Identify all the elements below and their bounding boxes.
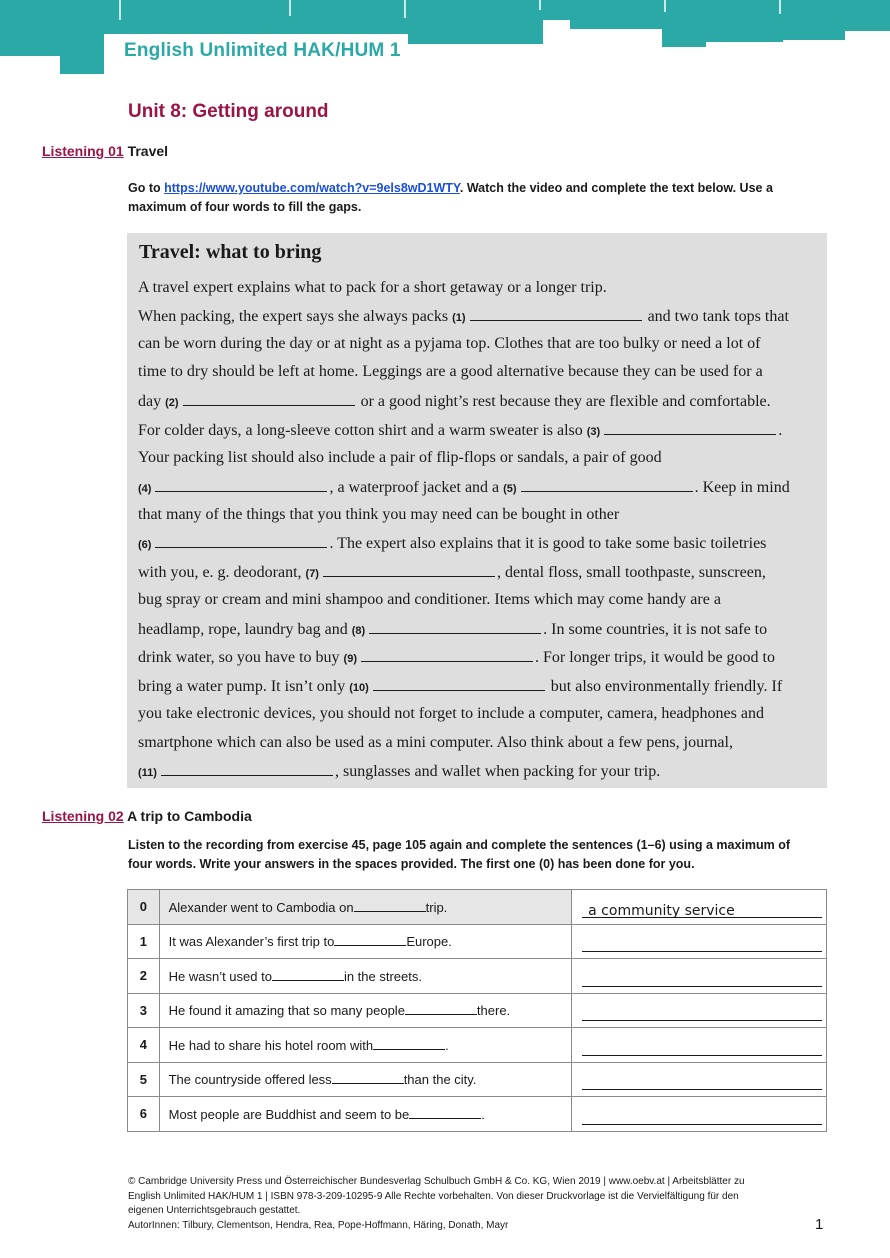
sentence bbox=[159, 993, 572, 1028]
sentence-gap bbox=[373, 1037, 445, 1050]
gap-text-line bbox=[138, 619, 767, 641]
gap-text-line bbox=[138, 306, 789, 328]
listening-01-instructions bbox=[128, 179, 828, 217]
sentence-gap bbox=[405, 1002, 477, 1015]
footer-line: © Cambridge University Press und Österreichischer Bundesverlag Schulbuch GmbH & Co. KG, Wien 2019 | www.oebv.at | Arbeitsblätter zu bbox=[128, 1176, 745, 1187]
table-row bbox=[128, 1028, 827, 1063]
answer-line bbox=[582, 917, 822, 918]
gap-text-line bbox=[138, 533, 766, 555]
answer-cell[interactable] bbox=[572, 1062, 827, 1097]
text: trip. bbox=[425, 899, 448, 915]
table-row bbox=[128, 924, 827, 959]
answer-cell[interactable] bbox=[572, 1097, 827, 1132]
table-row bbox=[128, 959, 827, 994]
gap-number: (10) bbox=[349, 682, 369, 694]
row-number: 4 bbox=[128, 1028, 160, 1063]
instr-text: Listen to the recording from exercise 45, page 105 again and complete the sentences (1–6) using a maximum of bbox=[128, 838, 791, 852]
text: in the streets. bbox=[343, 968, 422, 984]
row-number: 5 bbox=[128, 1062, 160, 1097]
text: For colder days, a long-sleeve cotton shirt and a warm sweater is also bbox=[138, 422, 583, 439]
text: or a good night’s rest because they are flexible and comfortable. bbox=[360, 393, 771, 410]
gap-number: (11) bbox=[138, 767, 157, 779]
answer-cell[interactable] bbox=[572, 1028, 827, 1063]
answer-cell[interactable] bbox=[572, 993, 827, 1028]
instr-text: four words. Write your answers in the spaces provided. The first one (0) has been done for you. bbox=[128, 857, 695, 871]
text: Alexander went to Cambodia on bbox=[168, 899, 354, 915]
footer-line: eigenen Unterrichtsgebrauch gestattet. bbox=[128, 1205, 301, 1216]
sentence bbox=[159, 1028, 572, 1063]
sentence-gap bbox=[409, 1106, 481, 1119]
text: that many of the things that you think you may need can be bought in other bbox=[138, 506, 620, 523]
text: can be worn during the day or at night as a pyjama top. Clothes that are too bulky or need a lot of bbox=[138, 335, 761, 352]
answer-cell[interactable] bbox=[572, 890, 827, 925]
instr-text: maximum of four words to fill the gaps. bbox=[128, 200, 362, 214]
text: . For longer trips, it would be good to bbox=[535, 649, 775, 666]
section-heading-listening-02 bbox=[42, 808, 252, 824]
page-number: 1 bbox=[815, 1216, 824, 1233]
table-row bbox=[128, 1062, 827, 1097]
text: bring a water pump. It isn’t only bbox=[138, 678, 346, 695]
gap-number: (8) bbox=[351, 625, 366, 637]
gap-text-line bbox=[138, 733, 733, 753]
row-number: 2 bbox=[128, 959, 160, 994]
instr-text: Go to bbox=[128, 181, 165, 195]
text: He had to share his hotel room with bbox=[168, 1037, 374, 1053]
listening-01-title: Travel bbox=[127, 143, 169, 159]
gap-blank[interactable] bbox=[369, 619, 541, 634]
footer-copyright bbox=[128, 1175, 818, 1233]
text: . bbox=[481, 1106, 485, 1122]
video-link[interactable]: https://www.youtube.com/watch?v=9els8wD1WTY bbox=[164, 181, 460, 195]
text: you take electronic devices, you should not forget to include a computer, camera, headphones and bbox=[138, 705, 764, 722]
gap-blank[interactable] bbox=[521, 477, 693, 492]
text: bug spray or cream and mini shampoo and conditioner. Items which may come handy are a bbox=[138, 591, 721, 608]
sentence bbox=[159, 1097, 572, 1132]
brand-title: English Unlimited HAK/HUM 1 bbox=[124, 40, 401, 61]
text: Europe. bbox=[406, 934, 452, 950]
footer-line: English Unlimited HAK/HUM 1 | ISBN 978-3-209-10295-9 Alle Rechte vorbehalten. Von dieser Druckvorlage ist die Vervielfältigung für den bbox=[128, 1190, 739, 1202]
gap-number: (1) bbox=[452, 312, 466, 324]
example-answer: a community service bbox=[588, 902, 735, 919]
gap-text-line bbox=[138, 704, 764, 724]
gap-blank[interactable] bbox=[373, 676, 545, 691]
gap-text-line bbox=[138, 505, 619, 525]
row-number: 0 bbox=[128, 890, 160, 925]
listening-01-label: Listening 01 bbox=[42, 143, 124, 159]
gap-number: (4) bbox=[138, 483, 152, 495]
text: with you, e. g. deodorant, bbox=[138, 564, 302, 581]
gap-text-line bbox=[138, 761, 660, 783]
gap-number: (5) bbox=[503, 483, 517, 495]
listening-02-instructions bbox=[128, 836, 828, 874]
gap-text-line bbox=[138, 477, 790, 499]
gap-text-line bbox=[138, 676, 782, 698]
text: but also environmentally friendly. If bbox=[550, 678, 783, 695]
answer-cell[interactable] bbox=[572, 959, 827, 994]
gap-number: (7) bbox=[305, 568, 319, 580]
gap-number: (6) bbox=[138, 539, 152, 551]
gap-blank[interactable] bbox=[155, 477, 327, 492]
answer-table bbox=[127, 889, 827, 1132]
text: headlamp, rope, laundry bag and bbox=[138, 621, 348, 638]
text: drink water, so you have to buy bbox=[138, 649, 340, 666]
answer-line bbox=[582, 1089, 822, 1090]
text: . The expert also explains that it is good to take some basic toiletries bbox=[329, 535, 767, 552]
text: , sunglasses and wallet when packing for your trip. bbox=[334, 763, 661, 780]
text: . In some countries, it is not safe to bbox=[543, 621, 768, 638]
gap-number: (9) bbox=[343, 653, 357, 665]
gap-text-line bbox=[138, 391, 771, 413]
listening-02-title: A trip to Cambodia bbox=[127, 808, 252, 824]
gap-text-line bbox=[138, 334, 761, 354]
text: . Keep in mind bbox=[694, 479, 790, 496]
gap-text-line bbox=[138, 562, 766, 584]
gap-blank[interactable] bbox=[470, 306, 642, 321]
text: there. bbox=[476, 1003, 511, 1019]
answer-line bbox=[582, 986, 822, 987]
text: . bbox=[778, 422, 783, 439]
sentence-gap bbox=[332, 1071, 404, 1084]
answer-line bbox=[582, 951, 822, 952]
section-heading-listening-01 bbox=[42, 143, 168, 159]
table-row bbox=[128, 1097, 827, 1132]
text: Your packing list should also include a pair of flip-flops or sandals, a pair of good bbox=[138, 449, 662, 466]
sentence-gap bbox=[272, 968, 344, 981]
gap-text-title: Travel: what to bring bbox=[139, 241, 322, 263]
text: than the city. bbox=[403, 1072, 477, 1088]
gap-number: (2) bbox=[165, 397, 179, 409]
text: day bbox=[138, 393, 162, 410]
unit-title: Unit 8: Getting around bbox=[128, 101, 329, 122]
row-number: 6 bbox=[128, 1097, 160, 1132]
text: smartphone which can also be used as a mini computer. Also think about a few pens, journal, bbox=[138, 734, 733, 751]
answer-line bbox=[582, 1055, 822, 1056]
answer-cell[interactable] bbox=[572, 924, 827, 959]
gap-text-line bbox=[138, 590, 721, 610]
text: , a waterproof jacket and a bbox=[329, 479, 500, 496]
gap-text-line bbox=[138, 647, 775, 669]
sentence-gap bbox=[334, 933, 406, 946]
row-number: 3 bbox=[128, 993, 160, 1028]
sentence bbox=[159, 1062, 572, 1097]
gap-blank[interactable] bbox=[155, 533, 327, 548]
gap-number: (3) bbox=[586, 426, 601, 438]
row-number: 1 bbox=[128, 924, 160, 959]
table-row bbox=[128, 993, 827, 1028]
text: The countryside offered less bbox=[168, 1072, 332, 1088]
table-row bbox=[128, 890, 827, 925]
gap-blank[interactable] bbox=[604, 420, 776, 435]
answer-line bbox=[582, 1020, 822, 1021]
sentence bbox=[159, 924, 572, 959]
footer-line: AutorInnen: Tilbury, Clementson, Hendra, Rea, Pope-Hoffmann, Häring, Donath, Mayr bbox=[128, 1219, 509, 1231]
text: He found it amazing that so many people bbox=[168, 1003, 405, 1019]
text: time to dry should be left at home. Leggings are a good alternative because they can be used for a bbox=[138, 363, 763, 380]
gap-text-line bbox=[138, 278, 607, 298]
text: He wasn’t used to bbox=[168, 968, 272, 984]
text: . bbox=[445, 1037, 449, 1053]
gap-blank[interactable] bbox=[361, 647, 533, 662]
instr-text: . Watch the video and complete the text below. Use a bbox=[459, 181, 773, 195]
text: A travel expert explains what to pack for a short getaway or a longer trip. bbox=[138, 279, 607, 296]
text: Most people are Buddhist and seem to be bbox=[168, 1106, 410, 1122]
text: When packing, the expert says she always packs bbox=[138, 308, 449, 325]
gap-blank[interactable] bbox=[183, 391, 355, 406]
listening-02-label: Listening 02 bbox=[42, 808, 124, 824]
gap-text-line bbox=[138, 362, 763, 382]
gap-blank[interactable] bbox=[323, 562, 495, 577]
gap-text-line bbox=[138, 448, 662, 468]
text: and two tank tops that bbox=[647, 308, 789, 325]
gap-text-line bbox=[138, 420, 782, 442]
sentence bbox=[159, 959, 572, 994]
text: It was Alexander’s first trip to bbox=[168, 934, 335, 950]
sentence-gap bbox=[354, 899, 426, 912]
sentence bbox=[159, 890, 572, 925]
gap-blank[interactable] bbox=[161, 761, 333, 776]
answer-line bbox=[582, 1124, 822, 1125]
text: , dental floss, small toothpaste, sunscreen, bbox=[496, 564, 766, 581]
